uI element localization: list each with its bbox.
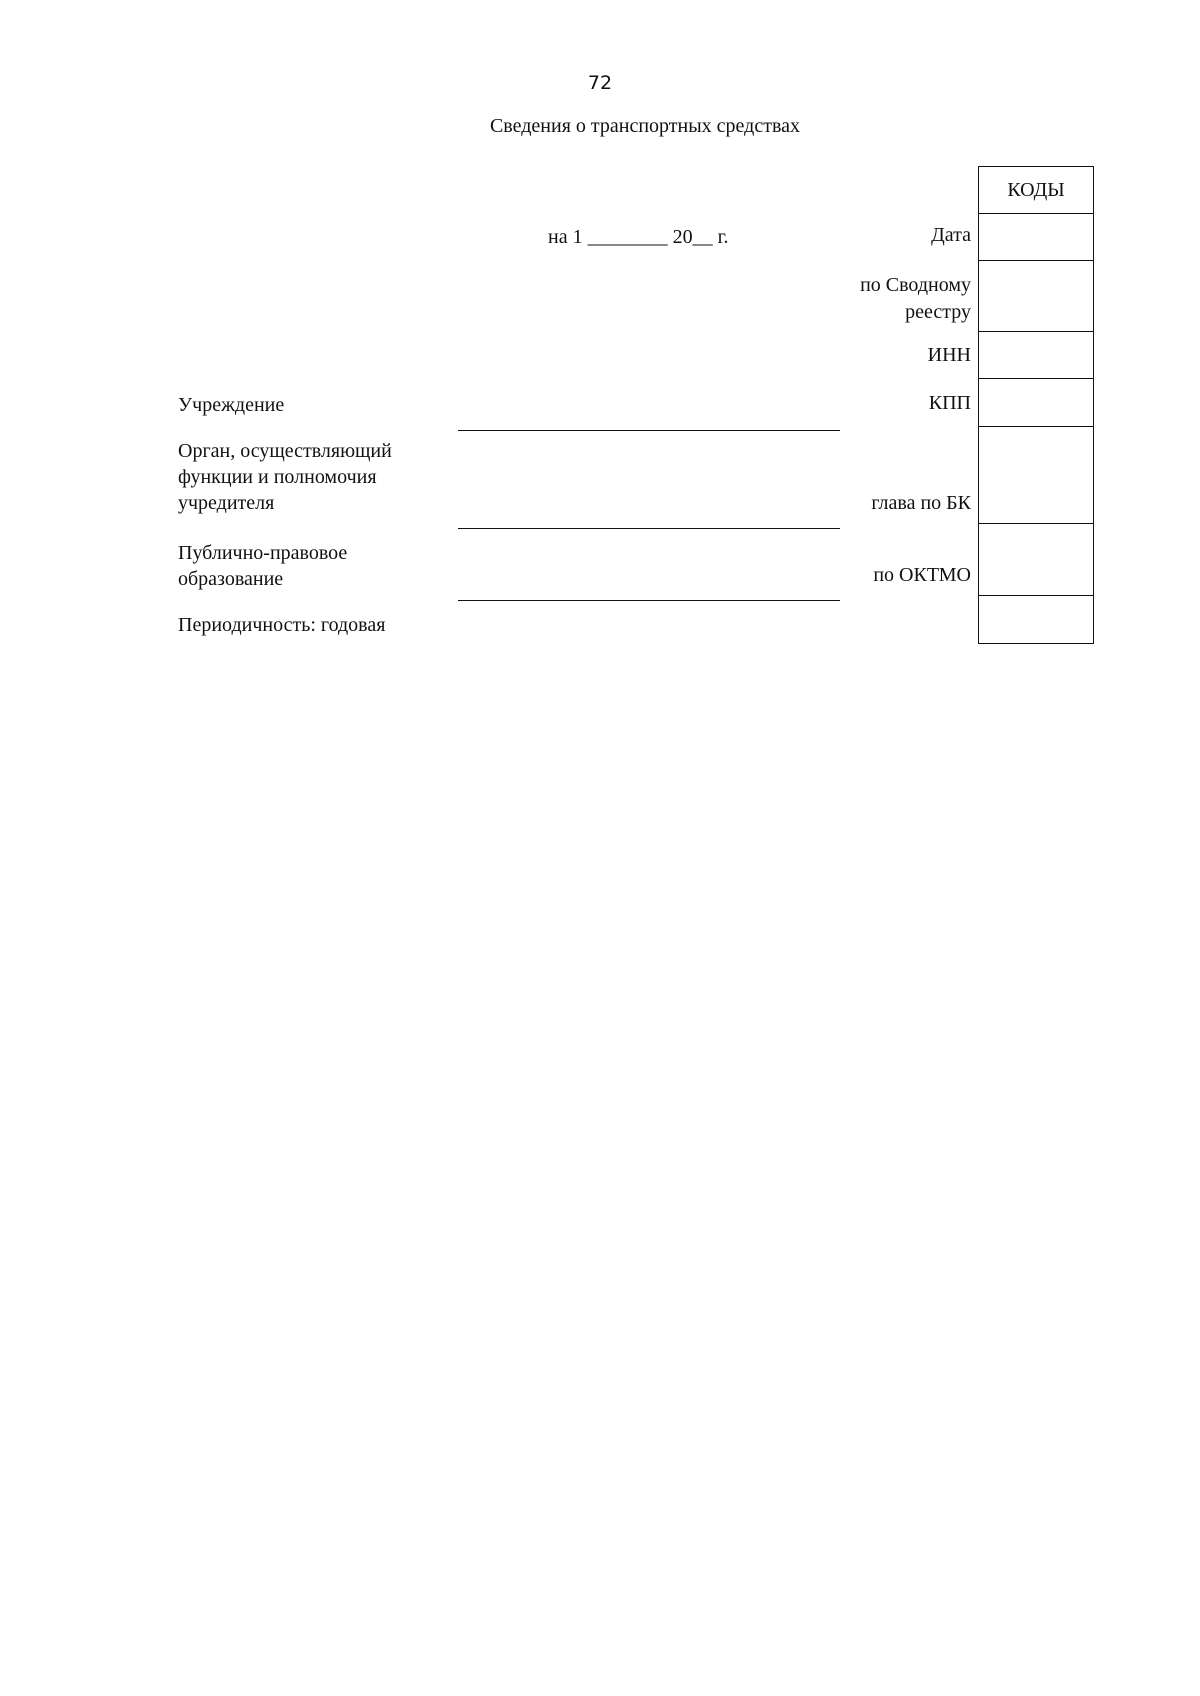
public-entity-label: Публично-правовое образование [178, 542, 348, 590]
inn-code-cell[interactable] [979, 332, 1094, 379]
founder-body-label: Орган, осуществляющий функции и полномочия учредителя [178, 440, 392, 514]
periodicity-code-cell[interactable] [979, 596, 1094, 644]
founder-body-fill-line[interactable] [458, 528, 840, 529]
institution-fill-line[interactable] [458, 430, 840, 431]
consolidated-register-code-label: по Сводному реестру [860, 274, 971, 323]
codes-table [978, 166, 1094, 644]
page-number: 72 [587, 72, 613, 94]
document-title: Сведения о транспортных средствах [489, 115, 801, 137]
oktmo-code-label: по ОКТМО [873, 564, 971, 586]
date-code-label: Дата [931, 224, 971, 246]
budget-chapter-code-label: глава по БК [871, 492, 971, 514]
public-entity-fill-line[interactable] [458, 600, 840, 601]
inn-code-label: ИНН [927, 344, 971, 366]
budget-chapter-code-cell[interactable] [979, 427, 1094, 524]
oktmo-code-cell[interactable] [979, 524, 1094, 596]
kpp-code-label: КПП [928, 392, 971, 414]
report-date-line: на 1 ________ 20__ г. [548, 226, 729, 248]
consolidated-register-code-cell[interactable] [979, 261, 1094, 332]
institution-label: Учреждение [178, 394, 285, 416]
kpp-code-cell[interactable] [979, 379, 1094, 427]
codes-header: КОДЫ [979, 167, 1094, 214]
date-code-cell[interactable] [979, 214, 1094, 261]
periodicity-label: Периодичность: годовая [178, 614, 386, 636]
